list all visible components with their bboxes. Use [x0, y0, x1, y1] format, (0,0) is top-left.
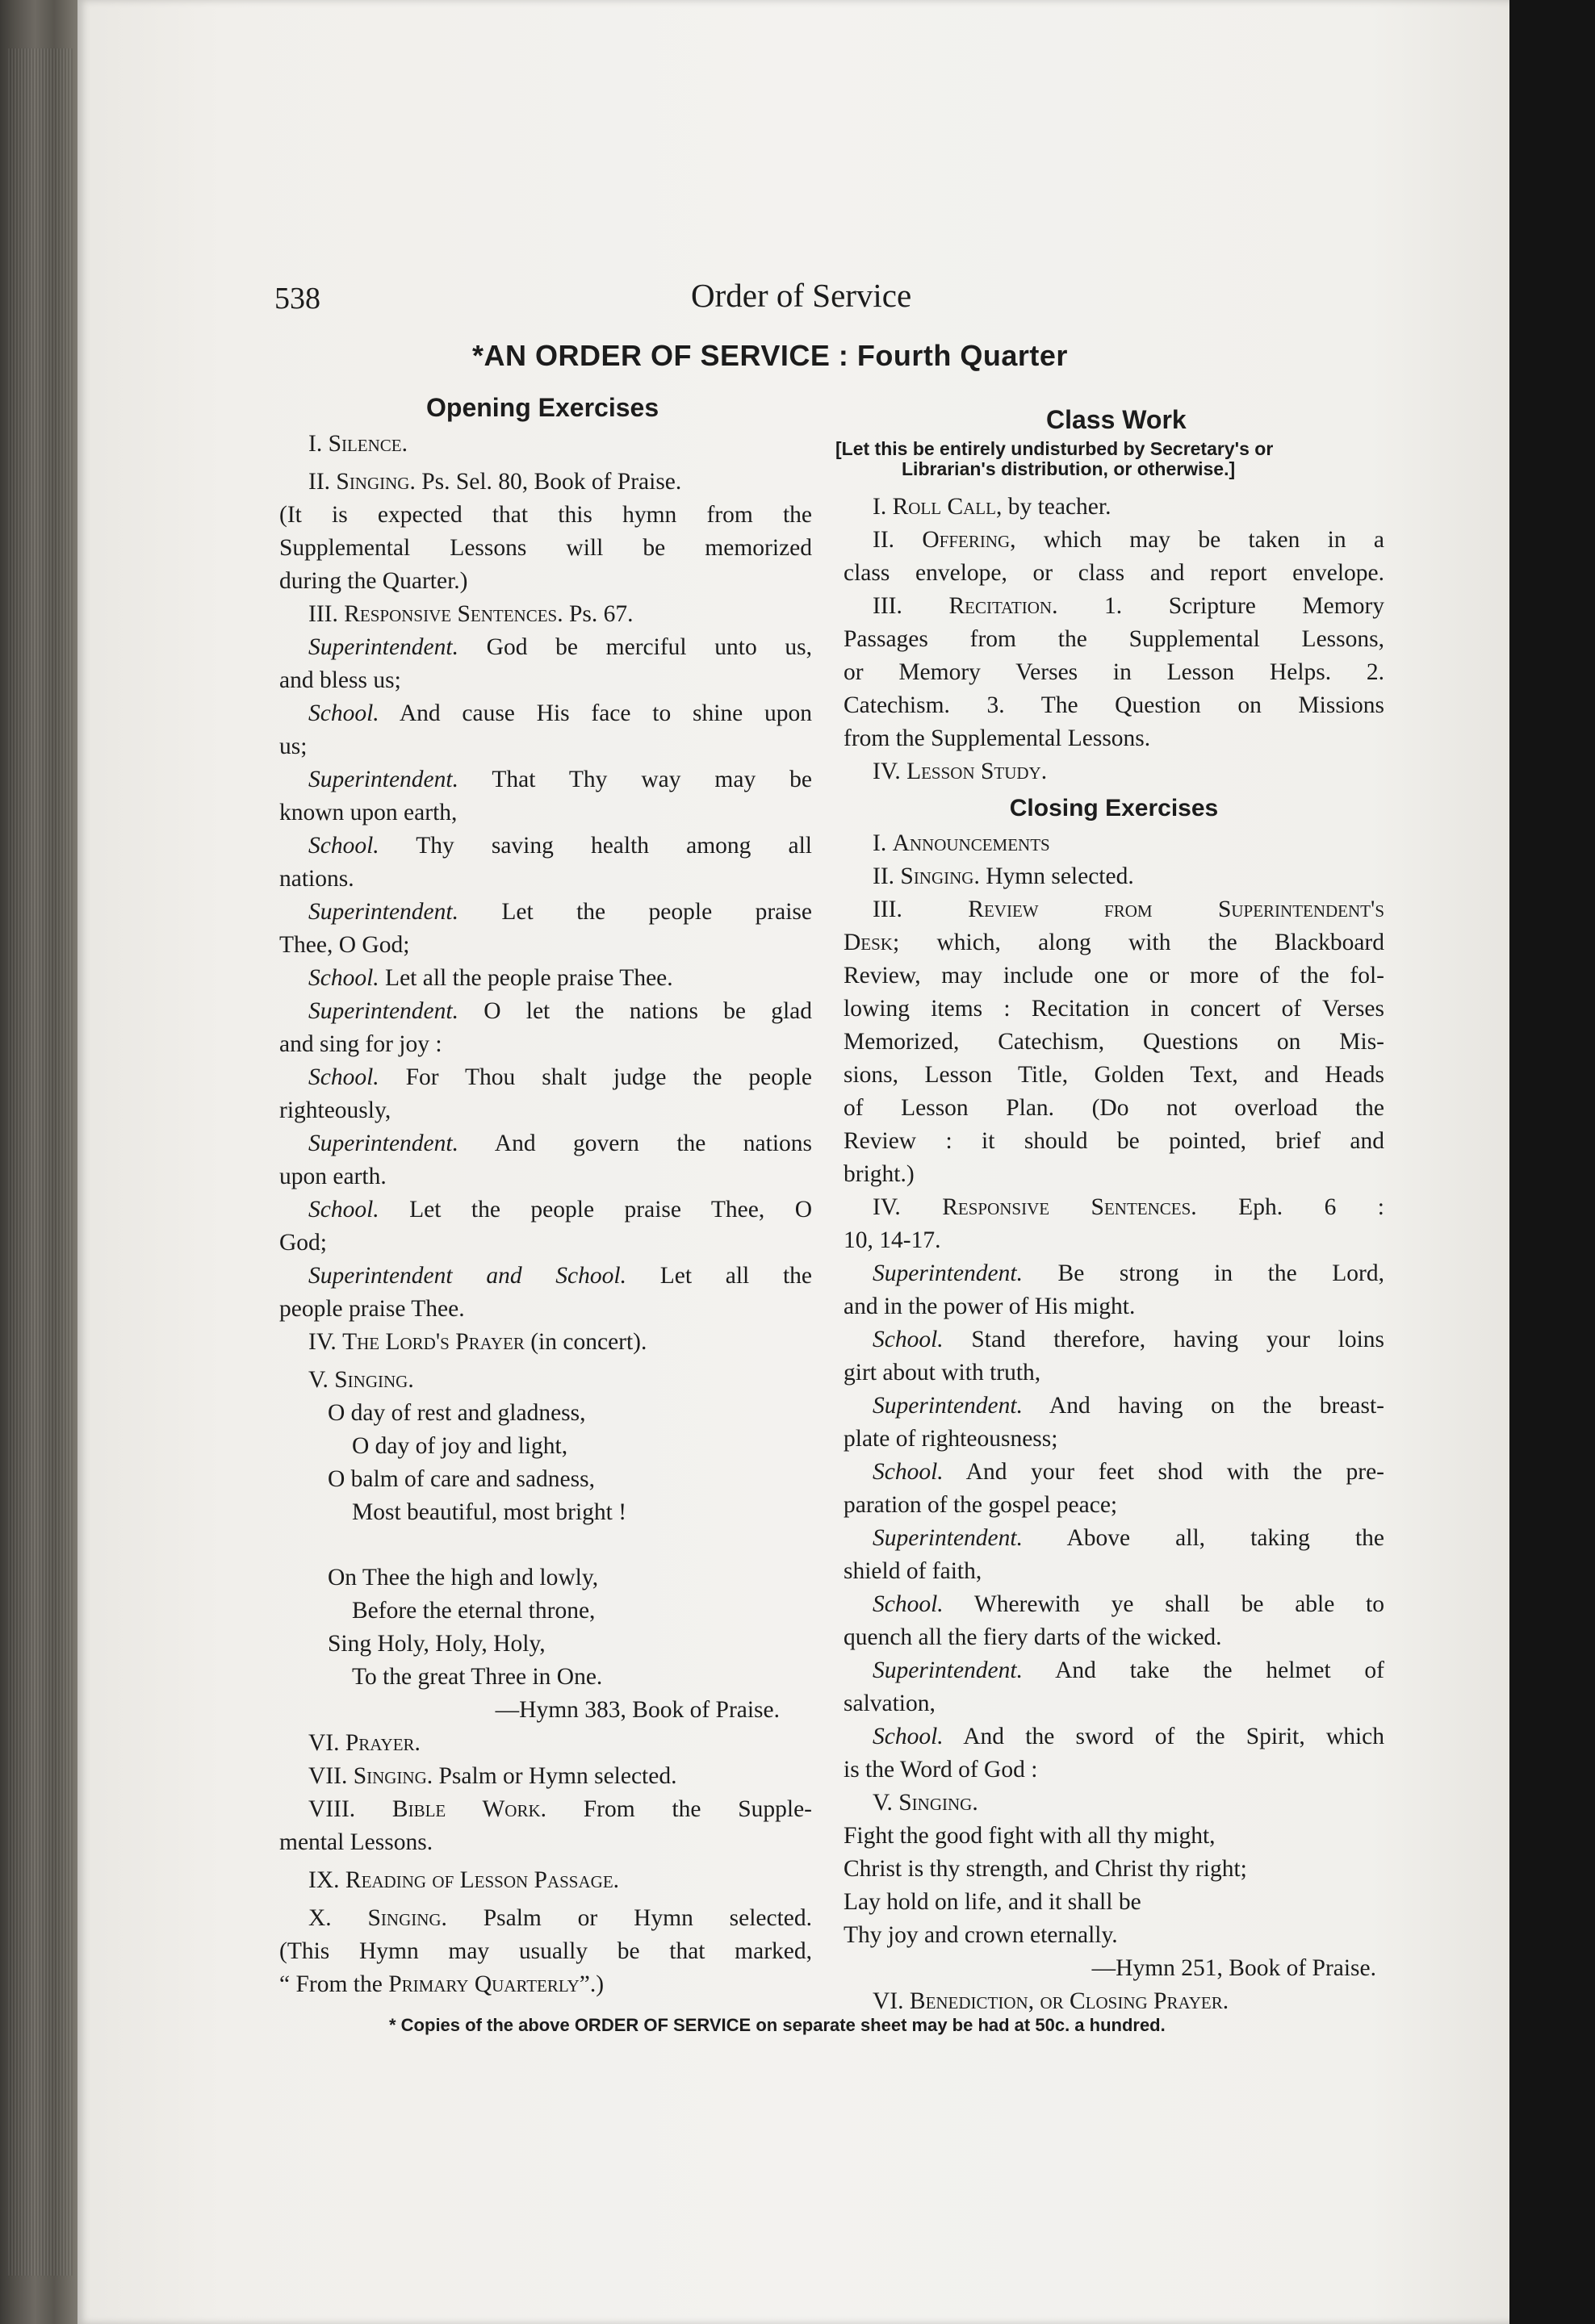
- hymn-line: O day of rest and gladness,: [328, 1400, 586, 1426]
- hymn-line: Thy joy and crown eternally.: [844, 1922, 1118, 1948]
- response-line: [279, 631, 812, 664]
- item-text: 1. Scripture Memory: [1104, 593, 1385, 619]
- opening-exercises-heading: Opening Exercises: [426, 393, 659, 422]
- item-number: VIII.: [308, 1796, 356, 1822]
- item-text: (in concert).: [530, 1329, 647, 1355]
- response-line: righteously,: [279, 1097, 391, 1123]
- closing-exercises-heading: [844, 792, 1384, 827]
- response-line: known upon earth,: [279, 800, 458, 826]
- item-text: Eph. 6 :: [1238, 1194, 1385, 1220]
- text-line: (This Hymn may usually be that marked,: [279, 1938, 812, 1964]
- item-number: II.: [873, 527, 895, 553]
- item-review: [844, 893, 1384, 926]
- item-label: Responsive Sentences.: [344, 601, 563, 627]
- item-label: Silence.: [328, 431, 408, 457]
- response-line: [279, 995, 812, 1028]
- item-prayer: [279, 1727, 812, 1760]
- item-number: III.: [873, 897, 902, 922]
- response-line: [279, 1193, 812, 1227]
- class-work-heading: Class Work: [1046, 405, 1187, 434]
- response-line: us;: [279, 734, 308, 759]
- item-text: Psalm or Hymn selected.: [483, 1905, 812, 1931]
- class-work-note-line2: Librarian's distribution, or otherwise.]: [902, 458, 1236, 479]
- item-label: Bible Work.: [391, 1796, 547, 1822]
- item-text: Hymn selected.: [986, 863, 1134, 889]
- item-number: III.: [873, 593, 902, 619]
- response-line: [279, 697, 812, 730]
- item-label: Singing.: [336, 469, 416, 495]
- item-label: Singing.: [900, 863, 980, 889]
- text-line: [279, 1968, 812, 2001]
- item-number: IV.: [873, 1194, 901, 1220]
- text-line: Passages from the Supplemental Lessons,: [844, 626, 1384, 652]
- speaker-label: Superintendent.: [308, 634, 458, 660]
- response-line: God;: [279, 1230, 327, 1256]
- response-line: [279, 763, 812, 796]
- response-text: And having on the breast-: [1049, 1393, 1384, 1419]
- item-number: IX.: [308, 1867, 340, 1893]
- speaker-label: Superintendent.: [873, 1525, 1023, 1551]
- item-roll-call: [844, 491, 1384, 524]
- hymn-line: Christ is thy strength, and Christ thy right;: [844, 1856, 1247, 1882]
- speaker-label: School.: [308, 833, 379, 859]
- item-number: X.: [308, 1905, 332, 1931]
- speaker-label: School.: [873, 1724, 944, 1749]
- item-label: Singing.: [353, 1763, 433, 1789]
- item-label: Benediction, or Closing Prayer.: [909, 1988, 1229, 2014]
- item-singing-hymn: [279, 1364, 812, 1397]
- book-edge-right: [1509, 0, 1595, 2324]
- response-line: Thee, O God;: [279, 932, 410, 958]
- item-singing: [279, 466, 812, 499]
- speaker-label: School.: [308, 700, 379, 726]
- response-text: Above all, taking the: [1066, 1525, 1384, 1551]
- speaker-label: Superintendent and School.: [308, 1263, 626, 1289]
- text-line: Catechism. 3. The Question on Missions: [844, 692, 1384, 718]
- right-column: [844, 491, 1384, 2018]
- item-text: From the Supple-: [583, 1796, 812, 1822]
- item-number: VII.: [308, 1763, 348, 1789]
- item-number: IV.: [873, 759, 901, 784]
- response-text: And take the helmet of: [1055, 1657, 1385, 1683]
- hymn-line: O balm of care and sadness,: [328, 1466, 595, 1492]
- text-line: sions, Lesson Title, Golden Text, and Heads: [844, 1062, 1384, 1088]
- item-text: Ps. Sel. 80, Book of Praise.: [421, 469, 682, 495]
- response-line: and in the power of His might.: [844, 1294, 1136, 1319]
- text-line: (It is expected that this hymn from the: [279, 502, 812, 528]
- text-line: during the Quarter.): [279, 568, 468, 594]
- text-line: Memorized, Catechism, Questions on Mis-: [844, 1029, 1384, 1055]
- hymn-source: —Hymn 383, Book of Praise.: [495, 1697, 780, 1723]
- speaker-label: School.: [308, 1197, 379, 1223]
- text-line: or Memory Verses in Lesson Helps. 2.: [844, 659, 1384, 685]
- item-silence: [279, 428, 812, 461]
- response-text: Let all the: [659, 1263, 813, 1289]
- item-label: Recitation.: [948, 593, 1058, 619]
- item-lesson-study: [844, 755, 1384, 788]
- text-line: bright.): [844, 1161, 915, 1187]
- speaker-label: School.: [308, 965, 379, 991]
- item-recitation: [844, 590, 1384, 623]
- item-label: Prayer.: [345, 1730, 421, 1756]
- response-line: [844, 1456, 1384, 1489]
- text-part: ”.): [579, 1971, 605, 1997]
- hymn-line: On Thee the high and lowly,: [328, 1565, 599, 1590]
- item-singing-hymn: [844, 860, 1384, 893]
- response-line: [844, 1588, 1384, 1621]
- hymn-line: O day of joy and light,: [352, 1433, 568, 1459]
- text-line: from the Supplemental Lessons.: [844, 725, 1151, 751]
- response-line: [844, 1654, 1384, 1687]
- item-label: Lesson Study.: [906, 759, 1048, 784]
- response-line: girt about with truth,: [844, 1360, 1041, 1386]
- item-number: I.: [873, 830, 887, 856]
- speaker-label: School.: [873, 1459, 944, 1485]
- item-label: The Lord's Prayer: [342, 1329, 525, 1355]
- hymn-line: Sing Holy, Holy, Holy,: [328, 1631, 546, 1657]
- hymn-line: Before the eternal throne,: [352, 1598, 596, 1624]
- item-number: I.: [308, 431, 323, 457]
- left-column: [279, 428, 812, 2001]
- item-number: IV.: [308, 1329, 337, 1355]
- response-text: Wherewith ye shall be able to: [973, 1591, 1384, 1617]
- response-line: [844, 1390, 1384, 1423]
- response-line: salvation,: [844, 1691, 936, 1716]
- page-title: *AN ORDER OF SERVICE : Fourth Quarter: [472, 339, 1068, 372]
- response-line: quench all the fiery darts of the wicked.: [844, 1624, 1222, 1650]
- response-line: plate of righteousness;: [844, 1426, 1058, 1452]
- text-line: mental Lessons.: [279, 1829, 433, 1855]
- speaker-label: Superintendent.: [873, 1393, 1023, 1419]
- text-part: Desk;: [844, 930, 900, 955]
- item-number: II.: [308, 469, 331, 495]
- response-line: upon earth.: [279, 1164, 387, 1189]
- item-number: V.: [308, 1367, 329, 1393]
- item-number: I.: [873, 494, 887, 520]
- item-label: Announcements: [892, 830, 1050, 856]
- item-reading: [279, 1864, 812, 1897]
- item-singing-closing: [844, 1787, 1384, 1820]
- response-line: people praise Thee.: [279, 1296, 465, 1322]
- item-singing-selected: [279, 1760, 812, 1793]
- response-text: And your feet shod with the pre-: [965, 1459, 1384, 1485]
- text-part: Primary Quarterly: [388, 1971, 580, 1997]
- response-line: is the Word of God :: [844, 1757, 1038, 1783]
- speaker-label: Superintendent.: [873, 1657, 1023, 1683]
- item-number: VI.: [308, 1730, 340, 1756]
- response-text: That Thy way may be: [492, 767, 813, 792]
- hymn-line: Lay hold on life, and it shall be: [844, 1889, 1141, 1915]
- speaker-label: School.: [873, 1591, 944, 1617]
- response-line: paration of the gospel peace;: [844, 1492, 1118, 1518]
- item-label: Offering,: [922, 527, 1016, 553]
- item-label: Review from Superintendent's: [968, 897, 1384, 922]
- page-number: 538: [274, 282, 320, 316]
- item-label: Singing.: [367, 1905, 447, 1931]
- item-label: Responsive Sentences.: [942, 1194, 1197, 1220]
- item-label: Reading of Lesson Passage.: [345, 1867, 620, 1893]
- response-text: And govern the nations: [494, 1131, 812, 1156]
- response-line: [279, 1260, 812, 1293]
- item-number: VI.: [873, 1988, 904, 2014]
- page-edges: [8, 48, 73, 2276]
- response-line: [279, 896, 812, 929]
- speaker-label: Superintendent.: [873, 1260, 1023, 1286]
- item-number: II.: [873, 863, 895, 889]
- stanza-gap: [279, 1529, 812, 1561]
- text-part: “ From the: [279, 1971, 383, 1997]
- item-text: Ps. 67.: [568, 601, 634, 627]
- running-head: Order of Service: [691, 277, 912, 314]
- response-text: Let the people praise Thee, O: [409, 1197, 812, 1223]
- text-line: of Lesson Plan. (Do not overload the: [844, 1095, 1384, 1121]
- speaker-label: Superintendent.: [308, 998, 458, 1024]
- hymn-line: Most beautiful, most bright !: [352, 1499, 627, 1525]
- item-text: Psalm or Hymn selected.: [438, 1763, 677, 1789]
- response-line: [844, 1323, 1384, 1356]
- item-number: III.: [308, 601, 338, 627]
- response-text: Be strong in the Lord,: [1057, 1260, 1384, 1286]
- speaker-label: Superintendent.: [308, 899, 458, 925]
- footnote: * Copies of the above ORDER OF SERVICE on separate sheet may be had at 50c. a hundred.: [389, 2015, 1166, 2035]
- response-text: Let the people praise: [501, 899, 813, 925]
- text-line: 10, 14-17.: [844, 1227, 941, 1253]
- hymn-line: To the great Three in One.: [352, 1664, 603, 1690]
- text-line: lowing items : Recitation in concert of Verses: [844, 996, 1384, 1022]
- response-text: O let the nations be glad: [484, 998, 813, 1024]
- item-label: Singing.: [334, 1367, 414, 1393]
- item-offering: [844, 524, 1384, 557]
- response-line: [279, 1061, 812, 1094]
- text-line: Review, may include one or more of the fol-: [844, 963, 1384, 989]
- response-line: [844, 1522, 1384, 1555]
- item-number: V.: [873, 1790, 893, 1816]
- item-lords-prayer: [279, 1326, 812, 1359]
- text-line: [844, 926, 1384, 959]
- response-text: Thy saving health among all: [416, 833, 812, 859]
- item-announcements: [844, 827, 1384, 860]
- response-line: nations.: [279, 866, 354, 892]
- response-line: [279, 962, 812, 995]
- response-text: And the sword of the Spirit, which: [963, 1724, 1385, 1749]
- hymn-source: —Hymn 251, Book of Praise.: [1091, 1955, 1376, 1981]
- response-line: and sing for joy :: [279, 1031, 442, 1057]
- response-line: [279, 830, 812, 863]
- item-label: Singing.: [898, 1790, 978, 1816]
- item-responsive-sentences: [844, 1191, 1384, 1224]
- response-text: And cause His face to shine upon: [399, 700, 812, 726]
- item-text: by teacher.: [1007, 494, 1111, 520]
- text-line: Review : it should be pointed, brief and: [844, 1128, 1384, 1154]
- text-line: class envelope, or class and report envelope.: [844, 560, 1384, 586]
- item-responsive-sentences: [279, 598, 812, 631]
- response-line: [279, 1127, 812, 1160]
- item-singing-final: [279, 1902, 812, 1935]
- heading-text: Closing Exercises: [1009, 795, 1219, 821]
- response-line: and bless us;: [279, 667, 401, 693]
- item-bible-work: [279, 1793, 812, 1826]
- book-edge-left: [0, 0, 77, 2324]
- item-text: which may be taken in a: [1043, 527, 1385, 553]
- response-line: [844, 1720, 1384, 1753]
- text-line: Supplemental Lessons will be memorized: [279, 535, 812, 561]
- text-part: which, along with the Blackboard: [936, 930, 1384, 955]
- response-text: Stand therefore, having your loins: [971, 1327, 1384, 1352]
- speaker-label: School.: [873, 1327, 944, 1352]
- class-work-note-line1: [Let this be entirely undisturbed by Secretary's or: [835, 438, 1274, 459]
- item-label: Roll Call,: [892, 494, 1003, 520]
- response-line: shield of faith,: [844, 1558, 982, 1584]
- speaker-label: Superintendent.: [308, 1131, 458, 1156]
- speaker-label: School.: [308, 1064, 379, 1090]
- response-text: For Thou shalt judge the people: [405, 1064, 812, 1090]
- response-text: God be merciful unto us,: [486, 634, 813, 660]
- item-benediction: [844, 1985, 1384, 2018]
- response-text: Let all the people praise Thee.: [385, 965, 673, 991]
- response-line: [844, 1257, 1384, 1290]
- speaker-label: Superintendent.: [308, 767, 458, 792]
- hymn-line: Fight the good fight with all thy might,: [844, 1823, 1216, 1849]
